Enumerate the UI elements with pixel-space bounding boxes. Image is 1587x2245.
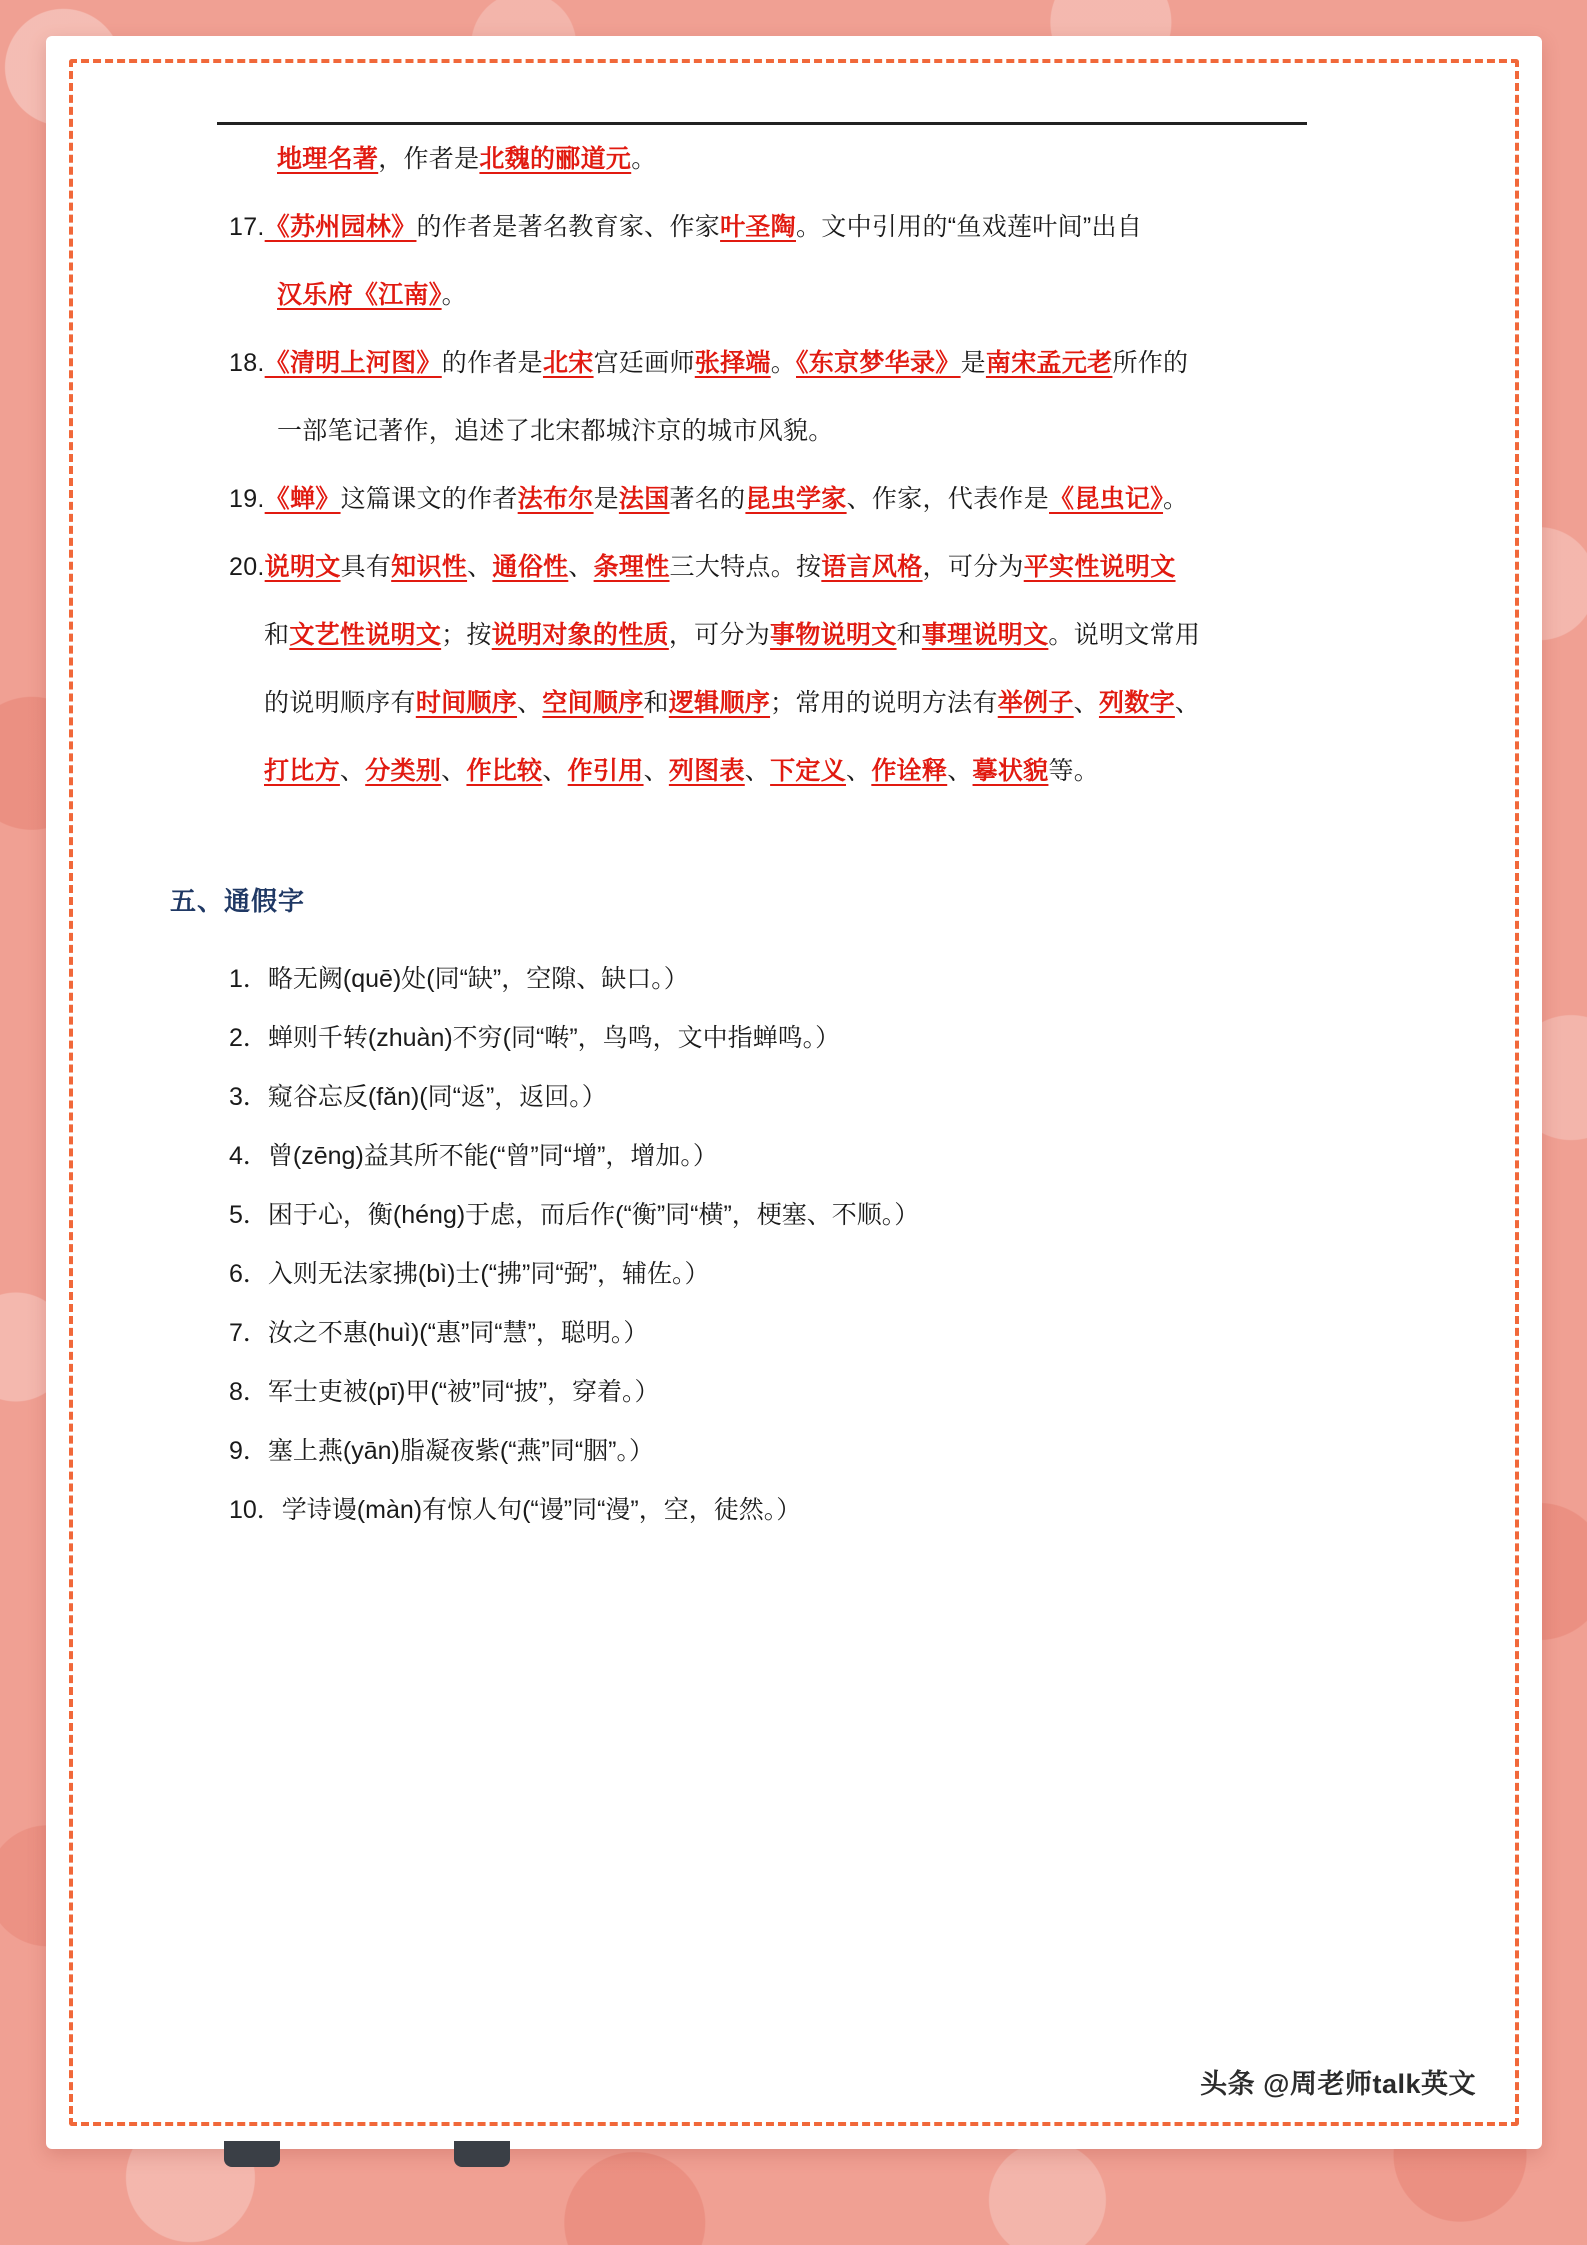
tongjiazi-item: 10．学诗谩(màn)有惊人句(“谩”同“漫”，空，徒然。）: [229, 1496, 802, 1524]
body-text: 和: [643, 689, 669, 717]
body-text: ，可分为: [922, 553, 1024, 581]
keyword-highlight: 说明文: [264, 553, 341, 581]
keyword-highlight: 条理性: [593, 553, 670, 581]
body-text: 、: [744, 757, 771, 785]
body-text: 、: [467, 553, 493, 581]
keyword-highlight: 文艺性说明文: [289, 621, 442, 649]
body-text: ，作者是: [378, 145, 480, 173]
keyword-highlight: 《清明上河图》: [264, 349, 442, 377]
tongjiazi-item: 4．曾(zēng)益其所不能(“曾”同“增”，增加。）: [229, 1142, 718, 1170]
keyword-highlight: 说明对象的性质: [491, 621, 669, 649]
body-text: 、: [517, 689, 543, 717]
document-content: [164, 92, 1424, 1540]
body-text: 。说明文常用: [1048, 621, 1201, 649]
literature-paragraph: [229, 329, 1424, 397]
keyword-highlight: 《蝉》: [264, 485, 341, 513]
literature-paragraph: [277, 261, 1424, 329]
literature-knowledge-list: [164, 125, 1424, 805]
section-title: 五、通假字: [170, 886, 306, 916]
body-text: 三大特点。按: [669, 553, 822, 581]
literature-paragraph: [229, 533, 1424, 601]
item-number: 18.: [229, 349, 265, 377]
literature-paragraph: [229, 193, 1424, 261]
body-text: 的作者是著名教育家、作家: [416, 213, 721, 241]
keyword-highlight: 昆虫学家: [745, 485, 847, 513]
body-text: 著名的: [669, 485, 746, 513]
item-number: 17.: [229, 213, 265, 241]
body-text: ，可分为: [668, 621, 771, 649]
body-text: 宫廷画师: [593, 349, 695, 377]
body-text: 。: [441, 281, 467, 309]
body-text: 。: [1163, 485, 1189, 513]
body-text: 、: [947, 757, 973, 785]
keyword-highlight: 事物说明文: [770, 621, 897, 649]
keyword-highlight: 语言风格: [821, 553, 923, 581]
body-text: 、: [643, 757, 669, 785]
literature-paragraph: [277, 397, 1424, 465]
body-text: 。: [631, 145, 657, 173]
keyword-highlight: 列数字: [1098, 689, 1175, 717]
keyword-highlight: 空间顺序: [542, 689, 644, 717]
keyword-highlight: 汉乐府《江南》: [277, 281, 442, 309]
keyword-highlight: 列图表: [668, 757, 745, 785]
keyword-highlight: 张择端: [694, 349, 771, 377]
keyword-highlight: 时间顺序: [415, 689, 518, 717]
keyword-highlight: 举例子: [997, 689, 1074, 717]
keyword-highlight: 《东京梦华录》: [796, 349, 961, 377]
body-text: 所作的: [1112, 349, 1189, 377]
tongjiazi-item: 9．塞上燕(yān)脂凝夜紫(“燕”同“胭”。）: [229, 1437, 654, 1465]
document-page: [46, 36, 1542, 2149]
section-tongjiazi: [164, 881, 1424, 1540]
body-text: 是: [960, 349, 986, 377]
tongjiazi-item-list: [164, 950, 1424, 1540]
body-text: 这篇课文的作者: [340, 485, 518, 513]
keyword-highlight: 摹状貌: [972, 757, 1049, 785]
body-text: 、: [1174, 689, 1201, 717]
body-text: ；常用的说明方法有: [770, 689, 998, 717]
keyword-highlight: 知识性: [391, 553, 468, 581]
keyword-highlight: 事理说明文: [921, 621, 1049, 649]
body-text: 、作家，代表作是: [846, 485, 1050, 513]
item-number: 19.: [229, 485, 265, 513]
keyword-highlight: 分类别: [365, 757, 442, 785]
tongjiazi-item: 3．窥谷忘反(fǎn)(同“返”，返回。）: [229, 1083, 607, 1111]
keyword-highlight: 叶圣陶: [720, 213, 796, 241]
tongjiazi-item: 8．军士吏被(pī)甲(“被”同“披”，穿着。）: [229, 1378, 660, 1406]
body-text: 、: [846, 757, 872, 785]
body-text: 是: [593, 485, 619, 513]
literature-paragraph: [229, 465, 1424, 533]
body-text: 一部笔记著作，追述了北宋都城汴京的城市风貌。: [277, 417, 834, 445]
item-number: 20.: [229, 553, 265, 581]
body-text: 。文中引用的“鱼戏莲叶间”出自: [795, 213, 1143, 241]
keyword-highlight: 打比方: [264, 757, 340, 785]
literature-paragraph: [277, 125, 1424, 193]
tongjiazi-item: 7．汝之不惠(huì)(“惠”同“慧”，聪明。）: [229, 1319, 649, 1347]
keyword-highlight: 地理名著: [277, 145, 379, 173]
keyword-highlight: 通俗性: [492, 553, 569, 581]
body-text: 、: [568, 553, 594, 581]
keyword-highlight: 下定义: [770, 757, 846, 785]
body-text: 具有: [340, 553, 392, 581]
keyword-highlight: 作引用: [567, 757, 644, 785]
body-text: 、: [441, 757, 467, 785]
watermark-text: 头条 @周老师talk英文: [1200, 2069, 1476, 2099]
literature-paragraph: [264, 737, 1424, 805]
page-tab-left: [224, 2141, 280, 2167]
keyword-highlight: 作诠释: [871, 757, 948, 785]
body-text: 、: [339, 757, 366, 785]
keyword-highlight: 北宋: [542, 349, 594, 377]
tongjiazi-item: 1．略无阙(quē)处(同“缺”，空隙、缺口。）: [229, 965, 689, 993]
literature-paragraph: [264, 601, 1424, 669]
keyword-highlight: 作比较: [466, 757, 543, 785]
body-text: 等。: [1048, 757, 1100, 785]
keyword-highlight: 法布尔: [517, 485, 594, 513]
keyword-highlight: 法国: [618, 485, 670, 513]
keyword-highlight: 南宋孟元老: [985, 349, 1113, 377]
body-text: ；按: [441, 621, 492, 649]
keyword-highlight: 北魏的郦道元: [479, 145, 632, 173]
tongjiazi-item: 5．困于心，衡(héng)于虑，而后作(“衡”同“横”，梗塞、不顺。）: [229, 1201, 920, 1229]
body-text: 和: [264, 621, 290, 649]
body-text: 、: [1073, 689, 1099, 717]
tongjiazi-item: 2．蝉则千转(zhuàn)不穷(同“啭”，鸟鸣，文中指蝉鸣。）: [229, 1024, 841, 1052]
tongjiazi-item: 6．入则无法家拂(bì)士(“拂”同“弼”，辅佐。）: [229, 1260, 710, 1288]
keyword-highlight: 《苏州园林》: [264, 213, 417, 241]
body-text: 、: [542, 757, 568, 785]
body-text: 的说明顺序有: [264, 689, 416, 717]
body-text: 的作者是: [441, 349, 543, 377]
body-text: 。: [770, 349, 796, 377]
body-text: 和: [896, 621, 922, 649]
page-tab-right: [454, 2141, 510, 2167]
keyword-highlight: 平实性说明文: [1023, 553, 1176, 581]
keyword-highlight: 《昆虫记》: [1049, 485, 1164, 513]
literature-paragraph: [264, 669, 1424, 737]
keyword-highlight: 逻辑顺序: [668, 689, 771, 717]
